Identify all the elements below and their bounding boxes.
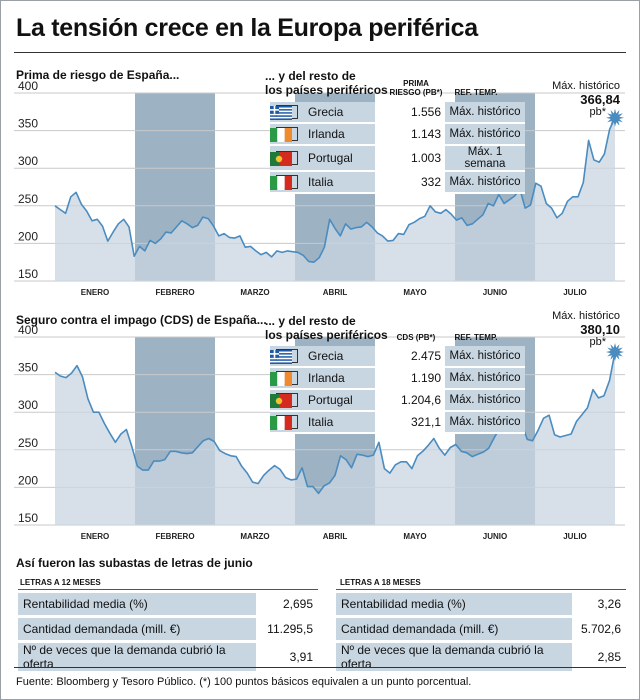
auction-left-header: LETRAS A 12 MESES	[20, 578, 101, 587]
auction-right-value-1: 3,26	[572, 593, 627, 617]
table-row	[270, 346, 525, 367]
y-tick-label: 300	[18, 398, 39, 413]
table-row	[270, 145, 525, 171]
auction-left-label-3: Nº de veces que la demanda cubrió la oferta	[18, 642, 256, 673]
source-note: Fuente: Bloomberg y Tesoro Público. (*) 100 puntos básicos equivalen a un punto porcentual.	[16, 676, 472, 688]
country-value: 2.475	[375, 346, 446, 367]
table-row	[270, 171, 525, 193]
table-row	[270, 389, 525, 411]
x-month-label: JULIO	[563, 288, 587, 297]
country-ref: Máx. histórico	[445, 367, 525, 389]
flag-cell	[270, 102, 304, 123]
flag-cell	[270, 171, 304, 193]
auction-right-label-2: Cantidad demandada (mill. €)	[336, 617, 572, 642]
chart1-max-value: 366,84	[580, 92, 620, 107]
country-name: Irlanda	[304, 123, 375, 145]
country-ref: Máx. histórico	[445, 102, 525, 123]
chart1-col-ref: REF. TEMP.	[454, 88, 498, 97]
chart1-subtitle: Prima de riesgo de España...	[16, 68, 180, 82]
auction-left-rule	[18, 589, 318, 590]
x-month-label: JUNIO	[482, 288, 508, 297]
x-month-label: MARZO	[240, 532, 270, 541]
country-value: 1.204,6	[375, 389, 446, 411]
country-ref: Máx. histórico	[445, 389, 525, 411]
country-name: Grecia	[304, 346, 375, 367]
flag-cell	[270, 389, 304, 411]
portugal-flag-icon	[276, 151, 298, 165]
italy-flag-icon	[276, 175, 298, 189]
auction-right-value-3: 2,85	[572, 642, 627, 673]
country-value: 1.003	[375, 145, 446, 171]
y-tick-label: 250	[18, 435, 39, 450]
title-rule	[14, 52, 626, 53]
y-tick-label: 350	[18, 116, 39, 131]
y-tick-label: 150	[18, 511, 39, 525]
x-month-label: FEBRERO	[155, 288, 195, 297]
chart1-table-title-line1: ... y del resto de	[265, 69, 356, 83]
chart1-col-value-line2: RIESGO (PB*)	[389, 88, 443, 97]
country-ref: Máx. histórico	[445, 123, 525, 145]
chart2-table-title-line2: los países periféricos	[265, 328, 388, 342]
table-row	[336, 593, 626, 617]
greece-flag-icon	[276, 105, 298, 119]
country-name: Irlanda	[304, 367, 375, 389]
auction-right-header: LETRAS A 18 MESES	[340, 578, 421, 587]
y-tick-label: 200	[18, 229, 39, 244]
table-row	[336, 617, 626, 642]
x-month-label: ENERO	[80, 532, 110, 541]
flag-cell	[270, 145, 304, 171]
auction-right-value-2: 5.702,6	[572, 617, 627, 642]
table-row	[270, 411, 525, 433]
flag-cell	[270, 346, 304, 367]
country-ref: Máx. histórico	[445, 346, 525, 367]
chart2-max-unit: pb*	[589, 336, 606, 348]
flag-cell	[270, 411, 304, 433]
auctions-title: Así fueron las subastas de letras de junio	[16, 556, 253, 570]
chart1-max-annotation	[552, 80, 620, 119]
country-value: 1.190	[375, 367, 446, 389]
chart1-col-value-line1: PRIMA	[403, 79, 429, 88]
x-month-label: JUNIO	[482, 532, 508, 541]
x-month-label: MAYO	[403, 532, 427, 541]
country-name: Italia	[304, 411, 375, 433]
table-row	[270, 123, 525, 145]
flag-cell	[270, 367, 304, 389]
y-tick-label: 200	[18, 473, 39, 488]
chart2-col-ref: REF. TEMP.	[454, 333, 498, 342]
y-tick-label: 250	[18, 191, 39, 206]
country-ref: Máx. 1 semana	[445, 145, 525, 171]
y-tick-label: 350	[18, 360, 39, 375]
country-name: Portugal	[304, 145, 375, 171]
greece-flag-icon	[276, 349, 298, 363]
chart2-max-label: Máx. histórico	[552, 310, 620, 322]
page-title: La tensión crece en la Europa periférica	[16, 14, 478, 42]
chart2-col-value: CDS (PB*)	[396, 333, 436, 342]
table-row	[18, 593, 318, 617]
auction-left-value-1: 2,695	[256, 593, 319, 617]
auction-left-table	[18, 593, 318, 674]
country-ref: Máx. histórico	[445, 411, 525, 433]
x-month-label: JULIO	[563, 532, 587, 541]
ireland-flag-icon	[276, 371, 298, 385]
chart1-max-unit: pb*	[589, 106, 606, 118]
auction-right-rule	[336, 589, 626, 590]
country-name: Portugal	[304, 389, 375, 411]
chart2-max-annotation	[552, 310, 620, 349]
portugal-flag-icon	[276, 393, 298, 407]
y-tick-label: 400	[18, 79, 39, 93]
table-row	[270, 102, 525, 123]
flag-cell	[270, 123, 304, 145]
footer-rule	[14, 667, 626, 668]
chart1-table-title	[265, 69, 388, 97]
chart1-table-title-line2: los países periféricos	[265, 83, 388, 97]
chart1-col-value	[384, 79, 448, 97]
country-value: 1.556	[375, 102, 446, 123]
country-value: 321,1	[375, 411, 446, 433]
x-month-label: ABRIL	[322, 532, 348, 541]
table-row	[270, 367, 525, 389]
auction-left-value-2: 11.295,5	[256, 617, 319, 642]
auction-left-label-2: Cantidad demandada (mill. €)	[18, 617, 256, 642]
y-tick-label: 300	[18, 154, 39, 169]
chart2-max-value: 380,10	[580, 322, 620, 337]
auction-left-value-3: 3,91	[256, 642, 319, 673]
table-row	[18, 617, 318, 642]
auction-left-label-1: Rentabilidad media (%)	[18, 593, 256, 617]
x-month-label: ABRIL	[322, 288, 348, 297]
x-month-label: MAYO	[403, 288, 427, 297]
chart1-max-label: Máx. histórico	[552, 80, 620, 92]
country-name: Grecia	[304, 102, 375, 123]
chart2-table-title	[265, 314, 388, 342]
country-value: 332	[375, 171, 446, 193]
x-month-label: FEBRERO	[155, 532, 195, 541]
auction-right-label-3: Nº de veces que la demanda cubrió la oferta	[336, 642, 572, 673]
y-tick-label: 400	[18, 323, 39, 337]
chart2-subtitle: Seguro contra el impago (CDS) de España...	[16, 313, 267, 327]
y-tick-label: 150	[18, 267, 39, 281]
chart1-country-table	[270, 102, 525, 194]
x-month-label: MARZO	[240, 288, 270, 297]
country-ref: Máx. histórico	[445, 171, 525, 193]
ireland-flag-icon	[276, 127, 298, 141]
country-value: 1.143	[375, 123, 446, 145]
x-month-label: ENERO	[80, 288, 110, 297]
auction-right-label-1: Rentabilidad media (%)	[336, 593, 572, 617]
italy-flag-icon	[276, 415, 298, 429]
auction-right-table	[336, 593, 626, 674]
chart2-table-title-line1: ... y del resto de	[265, 314, 356, 328]
country-name: Italia	[304, 171, 375, 193]
chart2-country-table	[270, 346, 525, 434]
